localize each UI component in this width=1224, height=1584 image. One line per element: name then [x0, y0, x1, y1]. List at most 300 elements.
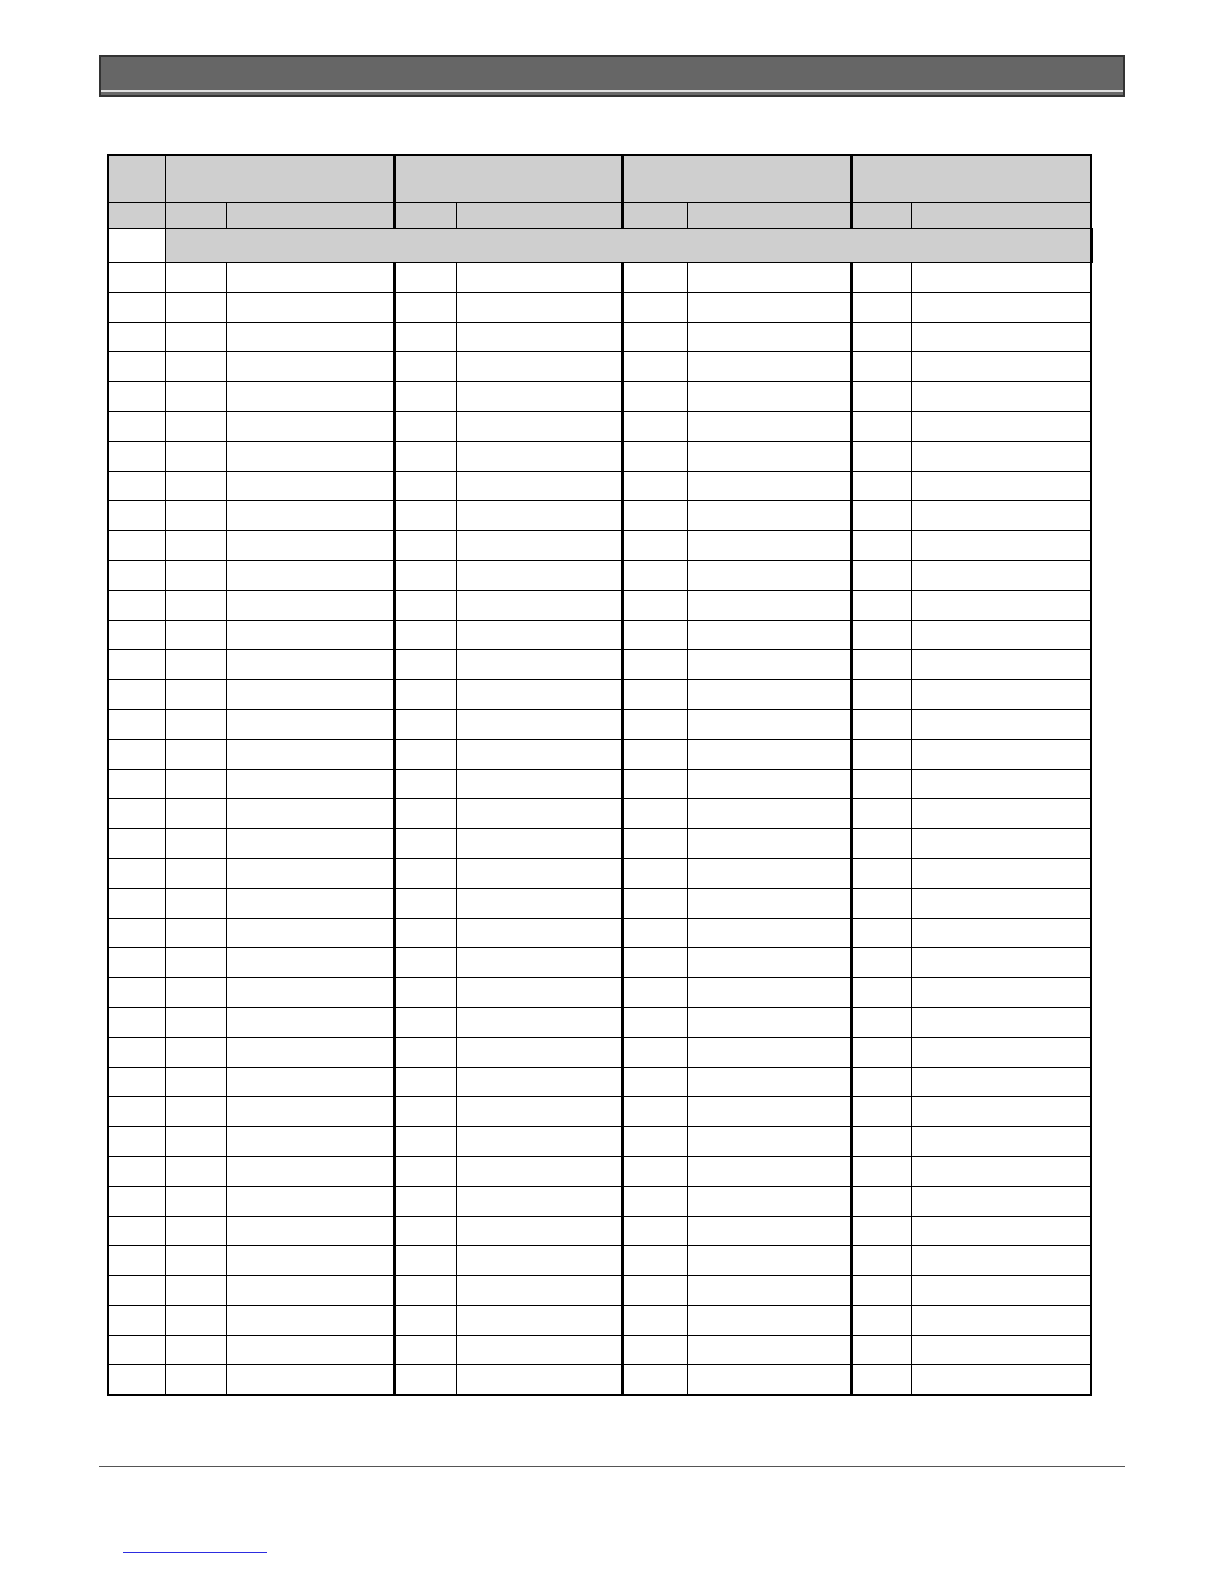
- table-cell: [687, 1335, 851, 1365]
- table-cell: [687, 1246, 851, 1276]
- table-row: [108, 1067, 1091, 1097]
- table-cell: [456, 918, 622, 948]
- table-cell: [165, 620, 226, 650]
- table-row: [108, 650, 1091, 680]
- table-cell: [394, 1127, 456, 1157]
- table-cell: [226, 829, 394, 859]
- table-cell: [456, 888, 622, 918]
- table-cell: [687, 1067, 851, 1097]
- table-cell: [226, 918, 394, 948]
- table-cell: [226, 858, 394, 888]
- table-cell: [851, 1156, 911, 1186]
- table-cell: [911, 918, 1091, 948]
- table-row: [108, 322, 1091, 352]
- table-cell: [851, 948, 911, 978]
- table-cell: [165, 1216, 226, 1246]
- table-cell: [687, 1007, 851, 1037]
- table-cell: [911, 322, 1091, 352]
- table-cell: [456, 1305, 622, 1335]
- table-cell: [687, 1305, 851, 1335]
- table-row: [108, 769, 1091, 799]
- table-cell: [687, 1037, 851, 1067]
- table-cell: [394, 948, 456, 978]
- table-cell: [108, 918, 165, 948]
- table-cell: [687, 560, 851, 590]
- table-cell: [456, 501, 622, 531]
- table-cell: [456, 948, 622, 978]
- table-cell: [108, 441, 165, 471]
- table-cell: [165, 352, 226, 382]
- table-cell: [165, 1365, 226, 1395]
- table-cell: [851, 1276, 911, 1306]
- table-cell: [911, 1246, 1091, 1276]
- table-cell: [394, 888, 456, 918]
- table-cell: [226, 680, 394, 710]
- table-cell: [851, 680, 911, 710]
- table-cell: [687, 411, 851, 441]
- table-cell: [456, 531, 622, 561]
- table-cell: [851, 1335, 911, 1365]
- table-cell: [851, 411, 911, 441]
- table-cell: [226, 1335, 394, 1365]
- table-cell: [108, 1127, 165, 1157]
- table-cell: [622, 1156, 687, 1186]
- sub-header-4a: [851, 203, 911, 229]
- table-cell: [687, 888, 851, 918]
- table-cell: [622, 292, 687, 322]
- table-cell: [622, 858, 687, 888]
- table-cell: [622, 501, 687, 531]
- table-cell: [394, 1335, 456, 1365]
- table-row: [108, 560, 1091, 590]
- table-cell: [456, 1246, 622, 1276]
- table-cell: [622, 680, 687, 710]
- table-cell: [851, 560, 911, 590]
- table-cell: [687, 1276, 851, 1306]
- table-cell: [622, 1097, 687, 1127]
- table-cell: [108, 888, 165, 918]
- table-row: [108, 918, 1091, 948]
- table-row: [108, 739, 1091, 769]
- table-cell: [394, 858, 456, 888]
- table-cell: [165, 441, 226, 471]
- table-cell: [851, 1246, 911, 1276]
- table-cell: [165, 1097, 226, 1127]
- table-cell: [394, 411, 456, 441]
- table-cell: [394, 709, 456, 739]
- table-cell: [622, 322, 687, 352]
- table-cell: [687, 620, 851, 650]
- table-cell: [165, 739, 226, 769]
- table-cell: [226, 531, 394, 561]
- table-cell: [394, 1067, 456, 1097]
- table-cell: [456, 1127, 622, 1157]
- table-row: [108, 531, 1091, 561]
- table-cell: [622, 1305, 687, 1335]
- table-cell: [687, 292, 851, 322]
- table-cell: [108, 263, 165, 293]
- table-cell: [851, 322, 911, 352]
- table-cell: [456, 769, 622, 799]
- table-cell: [226, 769, 394, 799]
- table-cell: [165, 978, 226, 1008]
- section-label: [165, 229, 1091, 263]
- table-cell: [394, 739, 456, 769]
- table-row: [108, 1007, 1091, 1037]
- table-cell: [226, 1365, 394, 1395]
- table-cell: [622, 1276, 687, 1306]
- table-cell: [456, 1097, 622, 1127]
- table-cell: [911, 531, 1091, 561]
- footer-divider: [99, 1466, 1125, 1467]
- group-header-1: [165, 155, 394, 203]
- table-cell: [108, 709, 165, 739]
- table-cell: [394, 382, 456, 412]
- header-bar-inner: [101, 57, 1123, 92]
- table-cell: [911, 650, 1091, 680]
- table-cell: [851, 352, 911, 382]
- table-cell: [622, 1216, 687, 1246]
- table-cell: [226, 292, 394, 322]
- table-cell: [394, 590, 456, 620]
- table-cell: [911, 709, 1091, 739]
- table-cell: [108, 411, 165, 441]
- table-cell: [226, 948, 394, 978]
- table-cell: [622, 1335, 687, 1365]
- table-cell: [851, 1067, 911, 1097]
- table-cell: [226, 1276, 394, 1306]
- table-cell: [911, 292, 1091, 322]
- table-cell: [394, 352, 456, 382]
- table-cell: [687, 263, 851, 293]
- table-row: [108, 1097, 1091, 1127]
- table-cell: [108, 799, 165, 829]
- table-cell: [851, 292, 911, 322]
- table-cell: [165, 680, 226, 710]
- table-cell: [108, 858, 165, 888]
- table-cell: [687, 650, 851, 680]
- table-cell: [911, 1156, 1091, 1186]
- table-cell: [851, 769, 911, 799]
- table-cell: [226, 1156, 394, 1186]
- table-cell: [456, 1335, 622, 1365]
- table-row: [108, 978, 1091, 1008]
- table-cell: [456, 858, 622, 888]
- table-cell: [226, 1067, 394, 1097]
- table-cell: [911, 501, 1091, 531]
- table-cell: [911, 769, 1091, 799]
- table-cell: [622, 531, 687, 561]
- table-cell: [911, 411, 1091, 441]
- table-cell: [687, 590, 851, 620]
- table-cell: [687, 709, 851, 739]
- table-cell: [687, 739, 851, 769]
- table-row: [108, 263, 1091, 293]
- table-cell: [911, 1276, 1091, 1306]
- table-row: [108, 799, 1091, 829]
- table-cell: [456, 263, 622, 293]
- table-row: [108, 352, 1091, 382]
- table-cell: [911, 1365, 1091, 1395]
- table-cell: [456, 1156, 622, 1186]
- table-cell: [456, 1186, 622, 1216]
- table-cell: [851, 709, 911, 739]
- table-cell: [108, 322, 165, 352]
- table-cell: [687, 918, 851, 948]
- table-cell: [622, 263, 687, 293]
- table-cell: [165, 918, 226, 948]
- table-cell: [226, 1037, 394, 1067]
- table-cell: [687, 441, 851, 471]
- table-cell: [226, 1305, 394, 1335]
- table-cell: [622, 709, 687, 739]
- table-cell: [456, 1276, 622, 1306]
- table-cell: [456, 1007, 622, 1037]
- table-cell: [226, 560, 394, 590]
- table-cell: [851, 858, 911, 888]
- table-row: [108, 501, 1091, 531]
- table-cell: [108, 650, 165, 680]
- table-cell: [394, 1246, 456, 1276]
- table-row: [108, 858, 1091, 888]
- table-cell: [851, 263, 911, 293]
- table-row: [108, 411, 1091, 441]
- table-cell: [911, 352, 1091, 382]
- table-cell: [394, 441, 456, 471]
- table-cell: [851, 978, 911, 1008]
- table-cell: [394, 1186, 456, 1216]
- table-cell: [394, 1305, 456, 1335]
- table-cell: [456, 620, 622, 650]
- table-cell: [108, 471, 165, 501]
- table-cell: [456, 799, 622, 829]
- table-cell: [622, 1186, 687, 1216]
- table-cell: [911, 263, 1091, 293]
- table-row: [108, 471, 1091, 501]
- table-cell: [394, 560, 456, 590]
- footer-link-underline[interactable]: [123, 1552, 267, 1553]
- table-cell: [851, 501, 911, 531]
- table-cell: [911, 1097, 1091, 1127]
- table-cell: [165, 322, 226, 352]
- table-cell: [911, 1216, 1091, 1246]
- table-cell: [108, 680, 165, 710]
- table-cell: [226, 501, 394, 531]
- table-cell: [108, 1186, 165, 1216]
- table-cell: [394, 918, 456, 948]
- table-cell: [108, 1097, 165, 1127]
- sub-header-2a: [394, 203, 456, 229]
- table-cell: [165, 1156, 226, 1186]
- table-row: [108, 1335, 1091, 1365]
- table-cell: [911, 1305, 1091, 1335]
- sub-header-3b: [687, 203, 851, 229]
- table-cell: [108, 382, 165, 412]
- table-row: [108, 1246, 1091, 1276]
- header-bar: [99, 55, 1125, 97]
- table-cell: [108, 829, 165, 859]
- table-cell: [911, 739, 1091, 769]
- table-cell: [108, 560, 165, 590]
- table-cell: [226, 352, 394, 382]
- table-cell: [394, 292, 456, 322]
- table-cell: [687, 829, 851, 859]
- table-cell: [851, 829, 911, 859]
- table-cell: [851, 739, 911, 769]
- table-cell: [622, 948, 687, 978]
- table-cell: [911, 1335, 1091, 1365]
- table-row: [108, 888, 1091, 918]
- table-cell: [687, 352, 851, 382]
- table-cell: [165, 382, 226, 412]
- table-row: [108, 829, 1091, 859]
- table-cell: [456, 352, 622, 382]
- sub-header-2b: [456, 203, 622, 229]
- table-cell: [456, 709, 622, 739]
- table-cell: [622, 590, 687, 620]
- table-cell: [108, 620, 165, 650]
- table-cell: [165, 1127, 226, 1157]
- table-cell: [108, 1037, 165, 1067]
- table-cell: [622, 918, 687, 948]
- table-cell: [687, 1127, 851, 1157]
- table-cell: [394, 769, 456, 799]
- table-cell: [622, 1037, 687, 1067]
- table-cell: [622, 799, 687, 829]
- table-cell: [456, 829, 622, 859]
- table-cell: [226, 978, 394, 1008]
- table-cell: [456, 650, 622, 680]
- group-header-2: [394, 155, 622, 203]
- table-cell: [394, 1276, 456, 1306]
- table-cell: [108, 1216, 165, 1246]
- table-cell: [226, 1186, 394, 1216]
- table-cell: [108, 1276, 165, 1306]
- table-cell: [687, 858, 851, 888]
- table-cell: [622, 560, 687, 590]
- table-cell: [394, 978, 456, 1008]
- table-cell: [108, 1007, 165, 1037]
- group-header-4: [851, 155, 1091, 203]
- table-cell: [226, 1246, 394, 1276]
- table-cell: [911, 1037, 1091, 1067]
- table-cell: [851, 620, 911, 650]
- table-cell: [165, 709, 226, 739]
- table-cell: [108, 531, 165, 561]
- table-cell: [394, 680, 456, 710]
- table-cell: [108, 739, 165, 769]
- table-row: [108, 441, 1091, 471]
- table-cell: [851, 650, 911, 680]
- sub-header-1b: [226, 203, 394, 229]
- table-cell: [456, 1216, 622, 1246]
- table-cell: [394, 1097, 456, 1127]
- table-cell: [622, 620, 687, 650]
- table-cell: [622, 888, 687, 918]
- table-row: [108, 292, 1091, 322]
- table-cell: [226, 411, 394, 441]
- sub-header-row: [108, 203, 1091, 229]
- table-cell: [851, 1186, 911, 1216]
- table-cell: [622, 769, 687, 799]
- table-cell: [394, 620, 456, 650]
- table-cell: [911, 799, 1091, 829]
- table-cell: [687, 978, 851, 1008]
- table-cell: [394, 322, 456, 352]
- table-cell: [622, 1007, 687, 1037]
- table-cell: [851, 1216, 911, 1246]
- sub-header-1a: [165, 203, 226, 229]
- table-cell: [394, 501, 456, 531]
- table-cell: [226, 650, 394, 680]
- table-cell: [687, 322, 851, 352]
- table-cell: [911, 1127, 1091, 1157]
- table-cell: [108, 978, 165, 1008]
- table-cell: [911, 441, 1091, 471]
- table-cell: [456, 1037, 622, 1067]
- table-cell: [851, 1007, 911, 1037]
- table-cell: [165, 1186, 226, 1216]
- table-cell: [622, 382, 687, 412]
- table-cell: [622, 1127, 687, 1157]
- table-cell: [687, 799, 851, 829]
- table-cell: [165, 263, 226, 293]
- table-cell: [456, 292, 622, 322]
- table-cell: [165, 590, 226, 620]
- table-cell: [165, 471, 226, 501]
- table-row: [108, 1276, 1091, 1306]
- table-cell: [108, 292, 165, 322]
- table-cell: [911, 1186, 1091, 1216]
- table-cell: [226, 620, 394, 650]
- table-cell: [394, 531, 456, 561]
- table-cell: [911, 858, 1091, 888]
- table-cell: [226, 739, 394, 769]
- table-cell: [165, 799, 226, 829]
- table-cell: [226, 1127, 394, 1157]
- table-cell: [108, 1365, 165, 1395]
- table-cell: [687, 531, 851, 561]
- table-cell: [394, 1156, 456, 1186]
- table-row: [108, 620, 1091, 650]
- table-cell: [108, 1305, 165, 1335]
- table-cell: [911, 680, 1091, 710]
- table-cell: [622, 978, 687, 1008]
- table-cell: [911, 1067, 1091, 1097]
- table-cell: [911, 978, 1091, 1008]
- table-cell: [911, 888, 1091, 918]
- table-cell: [108, 769, 165, 799]
- corner-cell: [108, 155, 165, 203]
- table-cell: [165, 501, 226, 531]
- table-cell: [911, 471, 1091, 501]
- table-cell: [911, 1007, 1091, 1037]
- table-row: [108, 1305, 1091, 1335]
- table-cell: [851, 888, 911, 918]
- table-cell: [456, 411, 622, 441]
- table-cell: [911, 590, 1091, 620]
- table-cell: [851, 1305, 911, 1335]
- table-row: [108, 1365, 1091, 1395]
- table-cell: [165, 829, 226, 859]
- table-cell: [687, 382, 851, 412]
- table-cell: [911, 620, 1091, 650]
- table-cell: [851, 590, 911, 620]
- table-cell: [456, 1067, 622, 1097]
- table-cell: [394, 1365, 456, 1395]
- table-cell: [165, 560, 226, 590]
- table-cell: [165, 888, 226, 918]
